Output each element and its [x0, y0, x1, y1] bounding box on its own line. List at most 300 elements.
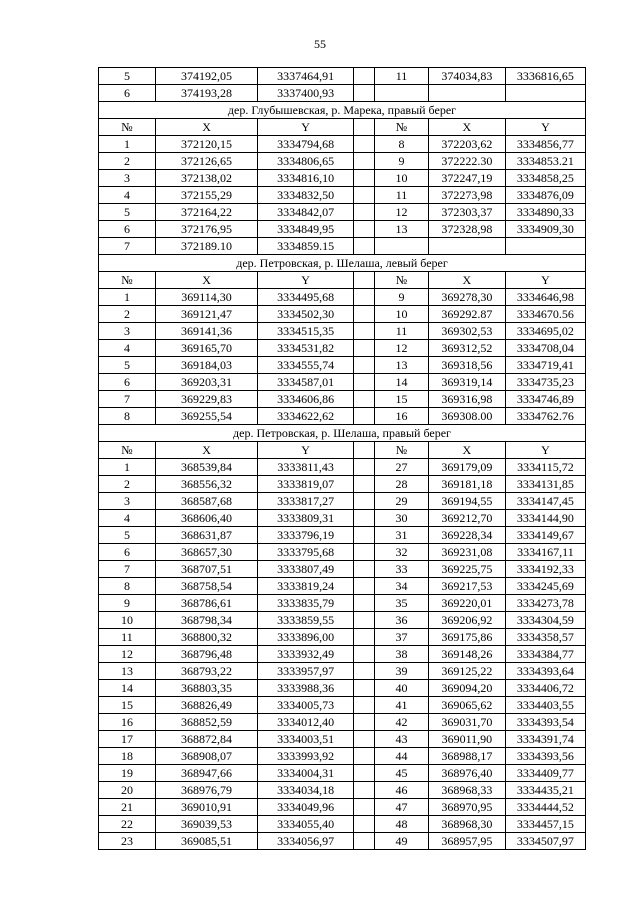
table-row [99, 204, 586, 221]
x-value-cell: 369031,70 [428, 714, 505, 731]
column-gap [354, 306, 375, 323]
point-number-cell: 7 [99, 561, 156, 578]
section-title-row [99, 255, 586, 272]
point-number-cell: 15 [375, 391, 429, 408]
section-title-row [99, 425, 586, 442]
point-number-cell: № [99, 442, 156, 459]
table-row [99, 629, 586, 646]
y-value-cell: 3334670.56 [505, 306, 585, 323]
y-value-cell: 3334856,77 [505, 136, 585, 153]
x-value-cell: 368976,40 [428, 765, 505, 782]
point-number-cell: 35 [375, 595, 429, 612]
y-value-cell: 3334245,69 [505, 578, 585, 595]
y-value-cell: 3334358,57 [505, 629, 585, 646]
point-number-cell: 36 [375, 612, 429, 629]
x-value-cell: 369217,53 [428, 578, 505, 595]
point-number-cell: 48 [375, 816, 429, 833]
point-number-cell: 12 [375, 340, 429, 357]
x-value-cell: 368852,59 [155, 714, 257, 731]
y-value-cell: 3334056,97 [258, 833, 354, 850]
y-value-cell: 3334393,64 [505, 663, 585, 680]
point-number-cell: 3 [99, 170, 156, 187]
x-value-cell: 368606,40 [155, 510, 257, 527]
column-gap [354, 510, 375, 527]
x-value-cell: X [155, 272, 257, 289]
point-number-cell: № [375, 272, 429, 289]
table-header-row [99, 442, 586, 459]
y-value-cell: 3334531,82 [258, 340, 354, 357]
table-row [99, 221, 586, 238]
y-value-cell: 3334849,95 [258, 221, 354, 238]
point-number-cell: 14 [375, 374, 429, 391]
y-value-cell: 3333819,24 [258, 578, 354, 595]
y-value-cell: 3334004,31 [258, 765, 354, 782]
x-value-cell: 369010,91 [155, 799, 257, 816]
x-value-cell: 368947,66 [155, 765, 257, 782]
y-value-cell: 3334167,11 [505, 544, 585, 561]
point-number-cell: 30 [375, 510, 429, 527]
point-number-cell: 6 [99, 85, 156, 102]
point-number-cell: 7 [99, 391, 156, 408]
point-number-cell: 9 [375, 153, 429, 170]
point-number-cell: 2 [99, 153, 156, 170]
coordinates-table-body [99, 68, 586, 850]
y-value-cell: 3333809,31 [258, 510, 354, 527]
column-gap [354, 459, 375, 476]
y-value-cell: 3334876,09 [505, 187, 585, 204]
y-value-cell: Y [258, 119, 354, 136]
y-value-cell: 3334859.15 [258, 238, 354, 255]
column-gap [354, 136, 375, 153]
y-value-cell: 3334457,15 [505, 816, 585, 833]
point-number-cell: 4 [99, 510, 156, 527]
y-value-cell: 3333957,97 [258, 663, 354, 680]
point-number-cell: 12 [375, 204, 429, 221]
table-row [99, 697, 586, 714]
point-number-cell: 8 [375, 136, 429, 153]
point-number-cell [375, 85, 429, 102]
point-number-cell: 20 [99, 782, 156, 799]
y-value-cell: 3334719,41 [505, 357, 585, 374]
column-gap [354, 238, 375, 255]
x-value-cell: 369319,14 [428, 374, 505, 391]
y-value-cell: 3334273,78 [505, 595, 585, 612]
point-number-cell: 6 [99, 221, 156, 238]
y-value-cell: 3334555,74 [258, 357, 354, 374]
column-gap [354, 527, 375, 544]
x-value-cell: 368826,49 [155, 697, 257, 714]
table-row [99, 374, 586, 391]
column-gap [354, 731, 375, 748]
column-gap [354, 680, 375, 697]
point-number-cell: 3 [99, 493, 156, 510]
x-value-cell: 368968,33 [428, 782, 505, 799]
table-row [99, 459, 586, 476]
point-number-cell: 13 [375, 221, 429, 238]
table-row [99, 544, 586, 561]
point-number-cell: 10 [375, 170, 429, 187]
x-value-cell: X [155, 119, 257, 136]
point-number-cell: 27 [375, 459, 429, 476]
point-number-cell: 21 [99, 799, 156, 816]
y-value-cell: 3334393,54 [505, 714, 585, 731]
x-value-cell: 369148,26 [428, 646, 505, 663]
point-number-cell: 34 [375, 578, 429, 595]
point-number-cell [375, 238, 429, 255]
x-value-cell: 369206,92 [428, 612, 505, 629]
y-value-cell: 3333819,07 [258, 476, 354, 493]
x-value-cell: 369114,30 [155, 289, 257, 306]
y-value-cell: 3334858,25 [505, 170, 585, 187]
point-number-cell: 5 [99, 68, 156, 85]
point-number-cell: 9 [99, 595, 156, 612]
table-row [99, 85, 586, 102]
x-value-cell: 368968,30 [428, 816, 505, 833]
x-value-cell: X [428, 442, 505, 459]
column-gap [354, 697, 375, 714]
table-row [99, 799, 586, 816]
table-row [99, 731, 586, 748]
point-number-cell: 22 [99, 816, 156, 833]
column-gap [354, 493, 375, 510]
y-value-cell [505, 85, 585, 102]
table-row [99, 187, 586, 204]
point-number-cell: 4 [99, 340, 156, 357]
column-gap [354, 714, 375, 731]
x-value-cell: 372126,65 [155, 153, 257, 170]
x-value-cell: 368539,84 [155, 459, 257, 476]
column-gap [354, 323, 375, 340]
table-row [99, 170, 586, 187]
column-gap [354, 578, 375, 595]
point-number-cell: 2 [99, 476, 156, 493]
column-gap [354, 748, 375, 765]
table-row [99, 357, 586, 374]
y-value-cell: 3334507,97 [505, 833, 585, 850]
x-value-cell: 368631,87 [155, 527, 257, 544]
y-value-cell: 3334695,02 [505, 323, 585, 340]
point-number-cell: 18 [99, 748, 156, 765]
x-value-cell: 369141,36 [155, 323, 257, 340]
x-value-cell: 368908,07 [155, 748, 257, 765]
y-value-cell: 3334384,77 [505, 646, 585, 663]
column-gap [354, 221, 375, 238]
column-gap [354, 629, 375, 646]
x-value-cell: 372164,22 [155, 204, 257, 221]
x-value-cell: 369292.87 [428, 306, 505, 323]
point-number-cell: 29 [375, 493, 429, 510]
y-value-cell: 3334115,72 [505, 459, 585, 476]
x-value-cell: 369228,34 [428, 527, 505, 544]
column-gap [354, 663, 375, 680]
point-number-cell: 40 [375, 680, 429, 697]
y-value-cell: 3334012,40 [258, 714, 354, 731]
table-row [99, 493, 586, 510]
column-gap [354, 799, 375, 816]
point-number-cell: 1 [99, 136, 156, 153]
x-value-cell: 368988,17 [428, 748, 505, 765]
column-gap [354, 119, 375, 136]
table-row [99, 765, 586, 782]
y-value-cell: 3334622,62 [258, 408, 354, 425]
y-value-cell: 3334746,89 [505, 391, 585, 408]
y-value-cell: 3334794,68 [258, 136, 354, 153]
y-value-cell: 3334842,07 [258, 204, 354, 221]
x-value-cell: 369175,86 [428, 629, 505, 646]
x-value-cell: 368957,95 [428, 833, 505, 850]
y-value-cell: 3334495,68 [258, 289, 354, 306]
x-value-cell [428, 238, 505, 255]
point-number-cell: 47 [375, 799, 429, 816]
column-gap [354, 204, 375, 221]
column-gap [354, 765, 375, 782]
y-value-cell: 3334192,33 [505, 561, 585, 578]
y-value-cell: 3336816,65 [505, 68, 585, 85]
y-value-cell: Y [258, 272, 354, 289]
y-value-cell: 3334406,72 [505, 680, 585, 697]
point-number-cell: 11 [375, 187, 429, 204]
x-value-cell: 369212,70 [428, 510, 505, 527]
point-number-cell: 33 [375, 561, 429, 578]
x-value-cell: 372222.30 [428, 153, 505, 170]
x-value-cell: 372203,62 [428, 136, 505, 153]
point-number-cell: 15 [99, 697, 156, 714]
section-title: дер. Петровская, р. Шелаша, левый берег [99, 255, 586, 272]
y-value-cell: Y [505, 272, 585, 289]
point-number-cell: 38 [375, 646, 429, 663]
x-value-cell: 369179,09 [428, 459, 505, 476]
table-header-row [99, 272, 586, 289]
table-row [99, 561, 586, 578]
point-number-cell: 41 [375, 697, 429, 714]
x-value-cell: 369039,53 [155, 816, 257, 833]
section-title: дер. Петровская, р. Шелаша, правый берег [99, 425, 586, 442]
point-number-cell: 19 [99, 765, 156, 782]
x-value-cell: 372328,98 [428, 221, 505, 238]
y-value-cell: 3334762.76 [505, 408, 585, 425]
x-value-cell: 369225,75 [428, 561, 505, 578]
y-value-cell: 3334735,23 [505, 374, 585, 391]
x-value-cell: 369231,08 [428, 544, 505, 561]
point-number-cell: 8 [99, 408, 156, 425]
column-gap [354, 340, 375, 357]
point-number-cell: 1 [99, 289, 156, 306]
point-number-cell: 9 [375, 289, 429, 306]
point-number-cell: 5 [99, 204, 156, 221]
point-number-cell: 37 [375, 629, 429, 646]
x-value-cell: 369094,20 [428, 680, 505, 697]
x-value-cell: X [155, 442, 257, 459]
x-value-cell: 369121,47 [155, 306, 257, 323]
x-value-cell: X [428, 272, 505, 289]
table-row [99, 476, 586, 493]
y-value-cell: 3334515,35 [258, 323, 354, 340]
x-value-cell: 369065,62 [428, 697, 505, 714]
x-value-cell: 369312,52 [428, 340, 505, 357]
column-gap [354, 289, 375, 306]
table-row [99, 408, 586, 425]
x-value-cell: 368786,61 [155, 595, 257, 612]
x-value-cell [428, 85, 505, 102]
y-value-cell: 3333896,00 [258, 629, 354, 646]
section-title-row [99, 102, 586, 119]
x-value-cell: 369220,01 [428, 595, 505, 612]
y-value-cell: 3337400,93 [258, 85, 354, 102]
point-number-cell: 32 [375, 544, 429, 561]
column-gap [354, 561, 375, 578]
point-number-cell: № [375, 442, 429, 459]
column-gap [354, 833, 375, 850]
point-number-cell: 10 [99, 612, 156, 629]
column-gap [354, 595, 375, 612]
y-value-cell: 3334003,51 [258, 731, 354, 748]
x-value-cell: 372247,19 [428, 170, 505, 187]
y-value-cell: 3333807,49 [258, 561, 354, 578]
y-value-cell: 3334304,59 [505, 612, 585, 629]
x-value-cell: 372155,29 [155, 187, 257, 204]
point-number-cell: 13 [375, 357, 429, 374]
x-value-cell: 369181,18 [428, 476, 505, 493]
point-number-cell: № [99, 119, 156, 136]
table-row [99, 136, 586, 153]
y-value-cell: 3334708,04 [505, 340, 585, 357]
point-number-cell: 6 [99, 374, 156, 391]
point-number-cell: 45 [375, 765, 429, 782]
column-gap [354, 391, 375, 408]
x-value-cell: 369255,54 [155, 408, 257, 425]
point-number-cell: 42 [375, 714, 429, 731]
y-value-cell: 3334444,52 [505, 799, 585, 816]
point-number-cell: 11 [99, 629, 156, 646]
point-number-cell: 7 [99, 238, 156, 255]
table-row [99, 646, 586, 663]
y-value-cell: 3337464,91 [258, 68, 354, 85]
x-value-cell: 369011,90 [428, 731, 505, 748]
y-value-cell: 3333817,27 [258, 493, 354, 510]
table-row [99, 340, 586, 357]
y-value-cell: 3334806,65 [258, 153, 354, 170]
x-value-cell: 368800,32 [155, 629, 257, 646]
point-number-cell: 2 [99, 306, 156, 323]
x-value-cell: 372189.10 [155, 238, 257, 255]
point-number-cell: 5 [99, 357, 156, 374]
y-value-cell: Y [258, 442, 354, 459]
column-gap [354, 357, 375, 374]
y-value-cell: 3333932,49 [258, 646, 354, 663]
table-row [99, 289, 586, 306]
x-value-cell: 368798,34 [155, 612, 257, 629]
y-value-cell: 3334909,30 [505, 221, 585, 238]
table-row [99, 833, 586, 850]
column-gap [354, 187, 375, 204]
y-value-cell: 3334005,73 [258, 697, 354, 714]
x-value-cell: 368976,79 [155, 782, 257, 799]
table-row [99, 68, 586, 85]
y-value-cell: Y [505, 442, 585, 459]
x-value-cell: 368793,22 [155, 663, 257, 680]
y-value-cell: 3334034,18 [258, 782, 354, 799]
x-value-cell: 368707,51 [155, 561, 257, 578]
x-value-cell: 374192,05 [155, 68, 257, 85]
column-gap [354, 68, 375, 85]
y-value-cell: 3334502,30 [258, 306, 354, 323]
point-number-cell: 39 [375, 663, 429, 680]
table-header-row [99, 119, 586, 136]
y-value-cell: 3333811,43 [258, 459, 354, 476]
point-number-cell: 13 [99, 663, 156, 680]
x-value-cell: 369194,55 [428, 493, 505, 510]
point-number-cell: 14 [99, 680, 156, 697]
y-value-cell: 3334049,96 [258, 799, 354, 816]
table-row [99, 714, 586, 731]
section-title: дер. Глубышевская, р. Марека, правый берег [99, 102, 586, 119]
point-number-cell: 1 [99, 459, 156, 476]
table-row [99, 510, 586, 527]
x-value-cell: 368872,84 [155, 731, 257, 748]
point-number-cell: 49 [375, 833, 429, 850]
y-value-cell: 3334055,40 [258, 816, 354, 833]
x-value-cell: 368657,30 [155, 544, 257, 561]
x-value-cell: 369229,83 [155, 391, 257, 408]
point-number-cell: 11 [375, 68, 429, 85]
column-gap [354, 646, 375, 663]
x-value-cell: 369318,56 [428, 357, 505, 374]
column-gap [354, 374, 375, 391]
table-row [99, 612, 586, 629]
column-gap [354, 153, 375, 170]
y-value-cell: 3334646,98 [505, 289, 585, 306]
point-number-cell: 43 [375, 731, 429, 748]
point-number-cell: 28 [375, 476, 429, 493]
x-value-cell: 372138,02 [155, 170, 257, 187]
column-gap [354, 442, 375, 459]
point-number-cell: 16 [99, 714, 156, 731]
point-number-cell: 4 [99, 187, 156, 204]
x-value-cell: X [428, 119, 505, 136]
x-value-cell: 369125,22 [428, 663, 505, 680]
y-value-cell: 3334409,77 [505, 765, 585, 782]
y-value-cell: 3334144,90 [505, 510, 585, 527]
column-gap [354, 544, 375, 561]
x-value-cell: 372120,15 [155, 136, 257, 153]
y-value-cell: 3333835,79 [258, 595, 354, 612]
table-row [99, 782, 586, 799]
column-gap [354, 476, 375, 493]
x-value-cell: 369308.00 [428, 408, 505, 425]
x-value-cell: 369203,31 [155, 374, 257, 391]
point-number-cell: 3 [99, 323, 156, 340]
y-value-cell: 3334131,85 [505, 476, 585, 493]
table-row [99, 527, 586, 544]
column-gap [354, 816, 375, 833]
x-value-cell: 368587,68 [155, 493, 257, 510]
y-value-cell: 3334816,10 [258, 170, 354, 187]
table-row [99, 323, 586, 340]
point-number-cell: 31 [375, 527, 429, 544]
table-row [99, 306, 586, 323]
column-gap [354, 408, 375, 425]
table-row [99, 663, 586, 680]
y-value-cell: 3334832,50 [258, 187, 354, 204]
x-value-cell: 368758,54 [155, 578, 257, 595]
y-value-cell: 3334435,21 [505, 782, 585, 799]
point-number-cell: 11 [375, 323, 429, 340]
x-value-cell: 369302,53 [428, 323, 505, 340]
x-value-cell: 368970,95 [428, 799, 505, 816]
x-value-cell: 372303,37 [428, 204, 505, 221]
y-value-cell: 3333859,55 [258, 612, 354, 629]
y-value-cell: 3334606,86 [258, 391, 354, 408]
